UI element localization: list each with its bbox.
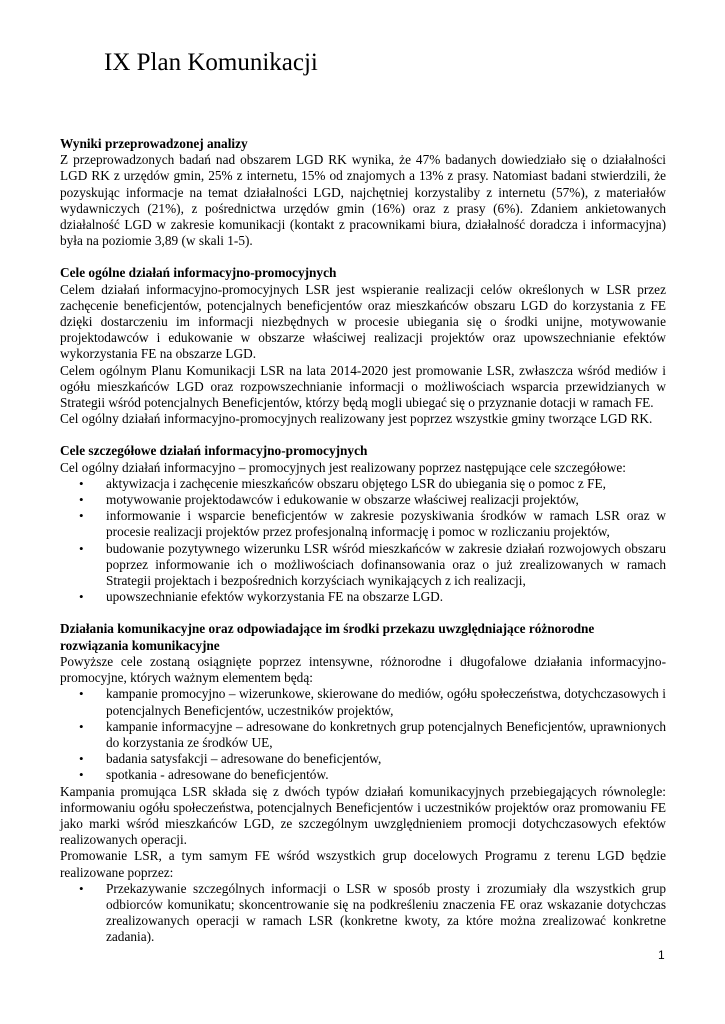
paragraph: Cel ogólny działań informacyjno-promocyjnych realizowany jest poprzez wszystkie gminy tworzące LGD RK.	[60, 411, 653, 427]
paragraph: Powyższe cele zostaną osiągnięte poprzez intensywne, różnorodne i długofalowe działania informacyjno-promocyjne, których ważnym elementem będą:	[60, 653, 666, 686]
document-body	[60, 136, 666, 946]
list-item: • kampanie informacyjne – adresowane do konkretnych grup potencjalnych Beneficjentów, uprawnionych do korzystania ze środków UE,	[60, 719, 666, 751]
bullet-list-campaigns	[60, 686, 666, 783]
paragraph: Z przeprowadzonych badań nad obszarem LGD RK wynika, że 47% badanych dowiedziało się o działalności LGD RK z urzędów gmin, 25% z internetu, 15% od znajomych a 13% z prasy. Natomiast badani stwierdzili, że pozyskując informacje na temat działalności LGD, najchętniej korzystaliby z internetu (57%), z materiałów wydawniczych (21%), z pośrednictwa urzędów gmin (16%) oraz z prasy (6%). Zdaniem ankietowanych działalność LGD w zakresie komunikacji (kontakt z pracownikami biura, działalność doradcza i informacyjna) była na poziomie 3,89 (w skali 1-5).	[60, 152, 666, 249]
list-item: • informowanie i wsparcie beneficjentów w zakresie pozyskiwania środków w ramach LSR oraz w procesie realizacji projektów przez profesjonalną informację i pomoc w rozliczaniu projektów,	[60, 508, 666, 540]
section-heading-specific-goals: Cele szczegółowe działań informacyjno-promocyjnych	[60, 443, 368, 459]
bullet-list-promotion	[60, 881, 666, 946]
paragraph: Celem działań informacyjno-promocyjnych LSR jest wspieranie realizacji celów określonych w LSR przez zachęcenie beneficjentów, potencjalnych beneficjentów oraz mieszkańców obszaru LGD do korzystania z FE dzięki dostarczeniu im informacji niezbędnych w procesie ubiegania się o środki unijne, motywowanie projektodawców i edukowanie w obszarze właściwej realizacji projektów oraz upowszechnianie efektów wykorzystania FE na obszarze LGD.	[60, 281, 666, 362]
page-number: 1	[658, 948, 665, 962]
paragraph: Kampania promująca LSR składa się z dwóch typów działań komunikacyjnych przebiegających równolegle: informowaniu ogółu społeczeństwa, potencjalnych Beneficjentów i uczestników projektów oraz promowaniu FE jako marki wśród mieszkańców LGD, ze szczególnym uwzględnieniem promocji dotychczasowych efektów realizowanych operacji.	[60, 783, 666, 848]
section-heading-general-goals: Cele ogólne działań informacyjno-promocyjnych	[60, 265, 337, 281]
list-item: • kampanie promocyjno – wizerunkowe, skierowane do mediów, ogółu społeczeństwa, dotychczasowych i potencjalnych Beneficjentów, uczestników projektów,	[60, 686, 666, 718]
bullet-list-specific-goals	[60, 476, 666, 606]
paragraph: Promowanie LSR, a tym samym FE wśród wszystkich grup docelowych Programu z terenu LGD będzie realizowane poprzez:	[60, 848, 666, 880]
section-heading-analysis: Wyniki przeprowadzonej analizy	[60, 136, 248, 151]
list-item: • upowszechnianie efektów wykorzystania FE na obszarze LGD.	[60, 589, 666, 605]
list-item: • badania satysfakcji – adresowane do beneficjentów,	[60, 751, 666, 767]
page-title: IX Plan Komunikacji	[104, 49, 318, 76]
paragraph: Celem ogólnym Planu Komunikacji LSR na lata 2014-2020 jest promowanie LSR, zwłaszcza wśród mediów i ogółu mieszkańców LGD oraz rozpowszechnianie informacji o możliwościach wsparcia przewidzianych w Strategii wśród potencjalnych Beneficjentów, którzy będą mogli ubiegać się o przyznanie dotacji w ramach FE.	[60, 362, 666, 411]
list-item: • aktywizacja i zachęcenie mieszkańców obszaru objętego LSR do ubiegania się o pomoc z FE,	[60, 476, 666, 492]
list-item: • budowanie pozytywnego wizerunku LSR wśród mieszkańców w zakresie działań rozwojowych obszaru poprzez informowanie ich o możliwościach dofinansowania oraz o już zrealizowanych w ramach Strategii projektach i bezpośrednich korzyściach wynikających z ich realizacji,	[60, 541, 666, 590]
list-item: • Przekazywanie szczególnych informacji o LSR w sposób prosty i zrozumiały dla wszystkich grup odbiorców komunikatu; skoncentrowanie się na podkreśleniu znaczenia FE oraz wskazanie dotychczas zrealizowanych operacji w ramach LSR (konkretne kwoty, za które można zrealizować konkretne zadania).	[60, 881, 666, 946]
list-item: • spotkania - adresowane do beneficjentów.	[60, 767, 666, 783]
list-item: • motywowanie projektodawców i edukowanie w obszarze właściwej realizacji projektów,	[60, 492, 666, 508]
section-heading-communication-actions: Działania komunikacyjne oraz odpowiadające im środki przekazu uwzględniające różnorodne rozwiązania komunikacyjne	[60, 621, 595, 653]
paragraph: Cel ogólny działań informacyjno – promocyjnych jest realizowany poprzez następujące cele szczegółowe:	[60, 459, 627, 475]
